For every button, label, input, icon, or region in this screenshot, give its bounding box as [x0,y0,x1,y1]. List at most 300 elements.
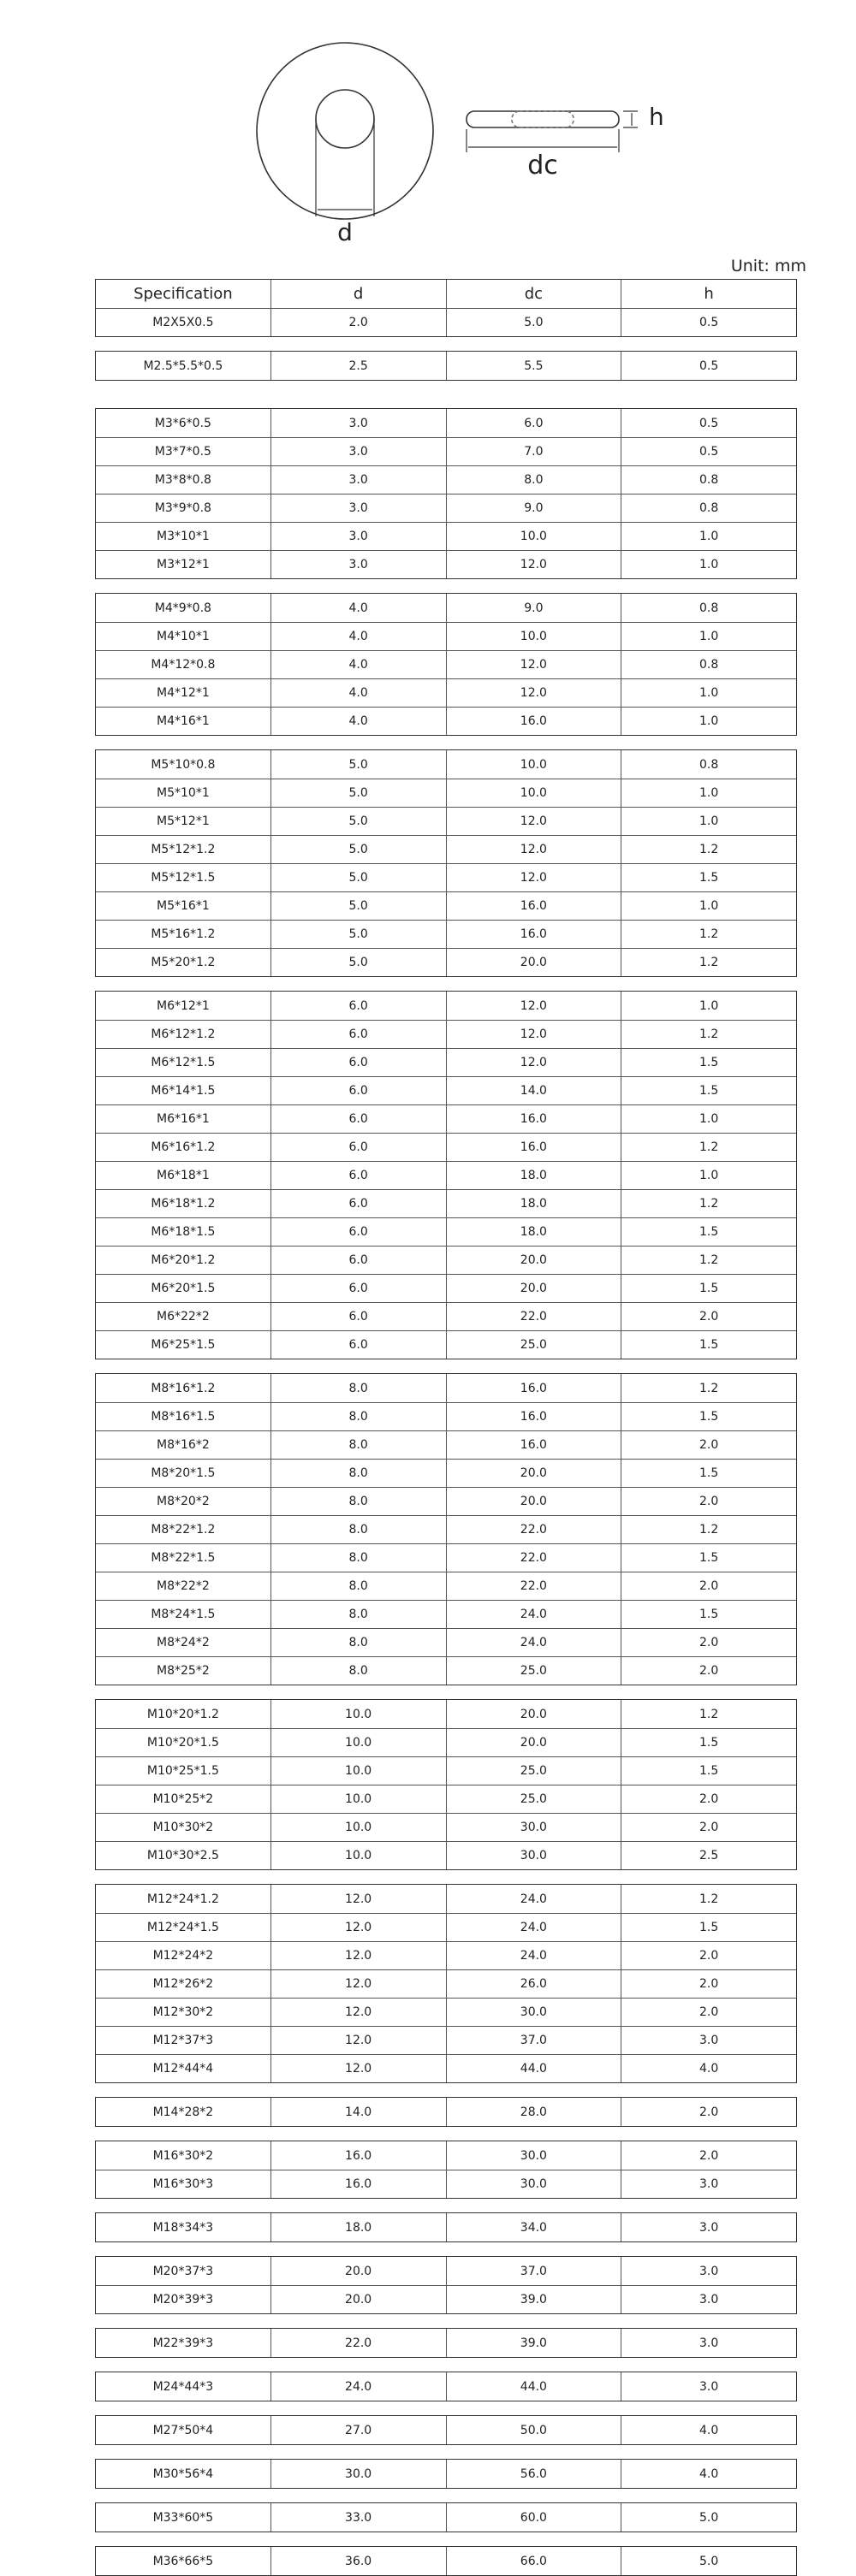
dc-cell: 5.0 [446,309,621,336]
dc-cell: 22.0 [446,1303,621,1330]
dc-cell: 20.0 [446,1488,621,1515]
d-cell: 10.0 [270,1814,446,1841]
dc-cell: 30.0 [446,2141,621,2170]
table-row [96,1728,796,1756]
washer-side-body [467,111,619,127]
dc-cell: 20.0 [446,949,621,976]
dc-cell: 8.0 [446,466,621,494]
washer-diagram [0,0,856,257]
spec-cell: M5*10*1 [157,786,210,800]
table-row [96,1076,796,1104]
table-row [96,2503,796,2532]
table-row [96,2257,796,2285]
table-row [96,2372,796,2401]
h-cell: 2.0 [621,1942,796,1969]
spec-cell: M12*44*4 [152,2062,214,2076]
h-cell: 1.2 [621,1374,796,1402]
spec-cell: M18*34*3 [152,2220,214,2235]
dc-cell: 24.0 [446,1942,621,1969]
table-group [95,2372,797,2401]
table-row [96,522,796,550]
specification-table [95,279,797,2576]
h-cell: 1.5 [621,1914,796,1941]
d-cell: 4.0 [270,679,446,707]
table-row [96,1785,796,1813]
dc-dimension [467,129,619,152]
h-cell: 2.0 [621,1488,796,1515]
table-group [95,2256,797,2314]
spec-cell: M4*16*1 [157,714,210,728]
table-row [96,494,796,522]
h-cell: 2.0 [621,2098,796,2126]
h-cell: 0.8 [621,594,796,622]
dc-cell: 22.0 [446,1516,621,1543]
spec-cell: M20*37*3 [152,2264,214,2278]
dc-cell: 25.0 [446,1657,621,1685]
column-header: d [270,280,446,308]
dc-cell: 44.0 [446,2372,621,2401]
d-cell: 10.0 [270,1729,446,1756]
d-cell: 5.0 [270,921,446,948]
table-group [95,2097,797,2127]
dc-cell: 10.0 [446,523,621,550]
table-group [95,2328,797,2358]
spec-cell: M10*20*1.2 [146,1707,219,1721]
table-row [96,1969,796,1998]
spec-cell: M24*44*3 [152,2379,214,2394]
dc-cell: 12.0 [446,651,621,678]
table-row [96,1374,796,1402]
table-row [96,750,796,779]
d-cell: 6.0 [270,1218,446,1246]
spec-cell: M6*16*1.2 [151,1140,216,1154]
table-row [96,2170,796,2198]
spec-cell: M5*10*0.8 [151,757,216,772]
dc-cell: 9.0 [446,494,621,522]
spec-cell: M6*20*1.5 [151,1282,216,1295]
spec-cell: M8*16*2 [157,1438,210,1452]
spec-cell: M27*50*4 [152,2423,214,2437]
table-row [96,2416,796,2444]
dc-cell: 10.0 [446,779,621,807]
table-row [96,1841,796,1869]
table-row [96,1600,796,1628]
dc-cell: 10.0 [446,623,621,650]
d-cell: 8.0 [270,1601,446,1628]
dc-cell: 20.0 [446,1460,621,1487]
h-dimension [623,111,638,127]
dc-cell: 20.0 [446,1700,621,1728]
d-cell: 10.0 [270,1785,446,1813]
h-cell: 0.8 [621,466,796,494]
dc-cell: 16.0 [446,708,621,735]
spec-cell: M12*30*2 [152,2005,214,2019]
d-cell: 3.0 [270,466,446,494]
dc-cell: 18.0 [446,1218,621,1246]
table-row [96,437,796,465]
dc-cell: 7.0 [446,438,621,465]
spec-cell: M4*9*0.8 [154,601,211,615]
d-cell: 10.0 [270,1842,446,1869]
table-group [95,1699,797,1870]
spec-cell: M6*12*1 [157,998,210,1013]
h-cell: 1.5 [621,864,796,891]
table-row [96,2026,796,2054]
table-row [96,1133,796,1161]
dc-cell: 12.0 [446,836,621,863]
d-cell: 2.5 [270,352,446,380]
spec-cell: M10*20*1.5 [146,1736,219,1750]
h-cell: 1.5 [621,1729,796,1756]
spec-cell: M33*60*5 [152,2510,214,2525]
h-cell: 1.2 [621,1021,796,1048]
d-cell: 22.0 [270,2329,446,2357]
dc-cell: 44.0 [446,2055,621,2082]
table-header-row [96,280,796,308]
spec-cell: M8*24*2 [157,1636,210,1649]
dc-cell: 37.0 [446,2027,621,2054]
d-cell: 8.0 [270,1629,446,1656]
spec-cell: M4*12*1 [157,686,210,700]
spec-cell: M3*9*0.8 [154,501,211,515]
d-cell: 6.0 [270,1162,446,1189]
table-row [96,1217,796,1246]
spec-cell: M16*30*3 [152,2177,214,2191]
spec-cell: M5*12*1 [157,814,210,828]
d-cell: 3.0 [270,523,446,550]
spec-cell: M10*30*2.5 [146,1849,219,1862]
table-row [96,1628,796,1656]
table-group [95,593,797,736]
table-row [96,308,796,336]
d-cell: 6.0 [270,1331,446,1359]
dc-cell: 16.0 [446,921,621,948]
d-cell: 14.0 [270,2098,446,2126]
d-cell: 20.0 [270,2286,446,2313]
d-dimension [316,119,374,216]
d-cell: 3.0 [270,438,446,465]
table-group [95,1884,797,2083]
h-cell: 3.0 [621,2170,796,2198]
table-group [95,749,797,977]
h-cell: 2.0 [621,2141,796,2170]
spec-cell: M6*12*1.5 [151,1056,216,1069]
spec-cell: M6*16*1 [157,1112,210,1126]
spec-cell: M8*22*1.5 [151,1551,216,1565]
h-cell: 1.5 [621,1049,796,1076]
washer-inner-hole [316,90,374,148]
spec-cell: M8*16*1.2 [151,1381,216,1395]
dc-label: dc [527,151,558,181]
dc-cell: 37.0 [446,2257,621,2285]
table-row [96,891,796,920]
table-row [96,1430,796,1459]
h-cell: 1.0 [621,1162,796,1189]
d-cell: 6.0 [270,1049,446,1076]
d-cell: 12.0 [270,1970,446,1998]
table-group [95,351,797,381]
d-cell: 8.0 [270,1657,446,1685]
d-cell: 5.0 [270,892,446,920]
spec-cell: M3*12*1 [157,558,210,571]
spec-cell: M10*30*2 [152,1821,214,1834]
d-cell: 3.0 [270,494,446,522]
spec-cell: M3*10*1 [157,530,210,543]
table-row [96,835,796,863]
h-cell: 1.2 [621,1700,796,1728]
spec-cell: M12*24*1.2 [146,1892,219,1906]
d-cell: 18.0 [270,2213,446,2241]
table-row [96,352,796,380]
h-cell: 0.5 [621,309,796,336]
d-cell: 5.0 [270,750,446,779]
h-cell: 2.0 [621,1785,796,1813]
d-label: d [337,218,353,246]
spec-cell: M14*28*2 [152,2105,214,2119]
unit-label: Unit: mm [730,257,806,275]
d-cell: 24.0 [270,2372,446,2401]
spec-cell: M3*7*0.5 [154,445,211,459]
h-cell: 1.0 [621,808,796,835]
table-row [96,920,796,948]
dc-cell: 16.0 [446,1134,621,1161]
h-cell: 3.0 [621,2372,796,2401]
spec-cell: M10*25*2 [152,1792,214,1806]
table-row [96,1487,796,1515]
spec-cell: M6*18*1.2 [151,1197,216,1211]
table-row [96,678,796,707]
d-cell: 5.0 [270,808,446,835]
d-cell: 6.0 [270,1303,446,1330]
h-cell: 2.5 [621,1842,796,1869]
spec-cell: M8*20*2 [157,1495,210,1508]
table-row [96,1302,796,1330]
h-cell: 3.0 [621,2329,796,2357]
d-cell: 12.0 [270,1885,446,1913]
table-row [96,2141,796,2170]
dc-cell: 18.0 [446,1162,621,1189]
d-cell: 12.0 [270,1942,446,1969]
dc-cell: 12.0 [446,679,621,707]
dc-cell: 30.0 [446,1842,621,1869]
table-header-group [95,279,797,337]
h-cell: 2.0 [621,1814,796,1841]
h-cell: 1.2 [621,1516,796,1543]
h-cell: 1.2 [621,836,796,863]
spec-cell: M5*12*1.5 [151,871,216,885]
table-row [96,650,796,678]
table-row [96,1572,796,1600]
d-cell: 6.0 [270,1077,446,1104]
spec-cell: M8*24*1.5 [151,1608,216,1621]
h-cell: 1.5 [621,1757,796,1785]
table-row [96,1543,796,1572]
dc-cell: 22.0 [446,1572,621,1600]
washer-side-hole-hidden [512,111,574,127]
table-group [95,2502,797,2532]
spec-cell: M12*37*3 [152,2034,214,2047]
table-row [96,2329,796,2357]
washer-side-view [467,111,619,127]
spec-cell: M6*12*1.2 [151,1027,216,1041]
spec-cell: M5*16*1.2 [151,927,216,941]
spec-cell: M10*25*1.5 [146,1764,219,1778]
dc-cell: 20.0 [446,1729,621,1756]
dc-cell: 6.0 [446,409,621,437]
table-row [96,992,796,1020]
dc-cell: 12.0 [446,992,621,1020]
d-cell: 20.0 [270,2257,446,2285]
washer-outer-circle [257,43,433,219]
d-cell: 8.0 [270,1544,446,1572]
spec-cell: M8*16*1.5 [151,1410,216,1424]
table-row [96,1161,796,1189]
d-cell: 16.0 [270,2141,446,2170]
table-row [96,594,796,622]
dc-cell: 24.0 [446,1601,621,1628]
spec-cell: M12*26*2 [152,1977,214,1991]
h-cell: 0.5 [621,352,796,380]
spec-cell: M6*18*1.5 [151,1225,216,1239]
h-cell: 2.0 [621,1657,796,1685]
table-row [96,2054,796,2082]
table-row [96,2285,796,2313]
dc-cell: 12.0 [446,1021,621,1048]
h-cell: 1.2 [621,1885,796,1913]
spec-cell: M22*39*3 [152,2336,214,2350]
d-cell: 6.0 [270,1190,446,1217]
table-group [95,408,797,579]
h-cell: 1.5 [621,1601,796,1628]
d-cell: 8.0 [270,1488,446,1515]
d-cell: 6.0 [270,1275,446,1302]
table-row [96,1756,796,1785]
d-cell: 8.0 [270,1374,446,1402]
h-cell: 1.0 [621,679,796,707]
dc-cell: 50.0 [446,2416,621,2444]
d-cell: 6.0 [270,1105,446,1133]
spec-cell: M12*24*1.5 [146,1921,219,1934]
spec-cell: M12*24*2 [152,1949,214,1963]
h-cell: 1.2 [621,1247,796,1274]
h-cell: 1.0 [621,623,796,650]
h-cell: 0.5 [621,438,796,465]
table-row [96,2460,796,2488]
dc-cell: 20.0 [446,1247,621,1274]
spec-cell: M6*18*1 [157,1169,210,1182]
d-cell: 5.0 [270,836,446,863]
spec-cell: M8*25*2 [157,1664,210,1678]
h-cell: 3.0 [621,2257,796,2285]
table-row [96,1330,796,1359]
h-cell: 2.0 [621,1629,796,1656]
spec-cell: M16*30*2 [152,2148,214,2163]
d-cell: 5.0 [270,779,446,807]
d-cell: 27.0 [270,2416,446,2444]
dc-cell: 16.0 [446,1374,621,1402]
d-cell: 10.0 [270,1757,446,1785]
spec-cell: M2X5X0.5 [152,316,214,329]
d-cell: 5.0 [270,949,446,976]
spec-cell: M8*22*1.2 [151,1523,216,1537]
h-cell: 1.5 [621,1275,796,1302]
dc-cell: 16.0 [446,1105,621,1133]
d-cell: 12.0 [270,2055,446,2082]
h-cell: 1.2 [621,1190,796,1217]
dc-cell: 16.0 [446,1403,621,1430]
d-cell: 4.0 [270,708,446,735]
d-cell: 8.0 [270,1572,446,1600]
h-cell: 0.8 [621,651,796,678]
h-cell: 0.8 [621,750,796,779]
table-row [96,1813,796,1841]
spec-cell: M6*22*2 [157,1310,210,1324]
h-cell: 1.5 [621,1544,796,1572]
column-header: dc [446,280,621,308]
dc-cell: 24.0 [446,1885,621,1913]
dc-cell: 14.0 [446,1077,621,1104]
h-cell: 5.0 [621,2503,796,2532]
dc-cell: 10.0 [446,750,621,779]
spec-cell: M5*16*1 [157,899,210,913]
dc-cell: 12.0 [446,1049,621,1076]
dc-cell: 5.5 [446,352,621,380]
spec-cell: M8*20*1.5 [151,1466,216,1480]
h-cell: 1.0 [621,1105,796,1133]
h-cell: 2.0 [621,1999,796,2026]
dc-cell: 20.0 [446,1275,621,1302]
h-cell: 2.0 [621,1303,796,1330]
table-row [96,2213,796,2241]
dc-cell: 34.0 [446,2213,621,2241]
h-cell: 1.0 [621,708,796,735]
h-label: h [649,103,664,131]
dc-cell: 60.0 [446,2503,621,2532]
d-cell: 5.0 [270,864,446,891]
h-cell: 4.0 [621,2460,796,2488]
d-cell: 6.0 [270,1134,446,1161]
dc-cell: 18.0 [446,1190,621,1217]
h-cell: 4.0 [621,2055,796,2082]
spec-cell: M2.5*5.5*0.5 [143,358,223,373]
table-group [95,2546,797,2576]
dc-cell: 16.0 [446,1431,621,1459]
table-row [96,409,796,437]
dc-cell: 16.0 [446,892,621,920]
d-cell: 6.0 [270,1247,446,1274]
h-cell: 1.5 [621,1460,796,1487]
h-cell: 1.5 [621,1218,796,1246]
dc-cell: 26.0 [446,1970,621,1998]
spec-cell: M5*12*1.2 [151,843,216,856]
dc-cell: 66.0 [446,2547,621,2575]
table-row [96,550,796,578]
dc-cell: 24.0 [446,1629,621,1656]
d-cell: 36.0 [270,2547,446,2575]
h-cell: 1.2 [621,949,796,976]
h-cell: 0.5 [621,409,796,437]
dc-cell: 12.0 [446,864,621,891]
d-cell: 8.0 [270,1516,446,1543]
table-row [96,1885,796,1913]
table-row [96,2547,796,2575]
spec-cell: M5*20*1.2 [151,956,216,969]
table-group [95,2415,797,2445]
h-cell: 2.0 [621,1970,796,1998]
dc-cell: 30.0 [446,1999,621,2026]
spec-cell: M6*20*1.2 [151,1253,216,1267]
dc-cell: 22.0 [446,1544,621,1572]
